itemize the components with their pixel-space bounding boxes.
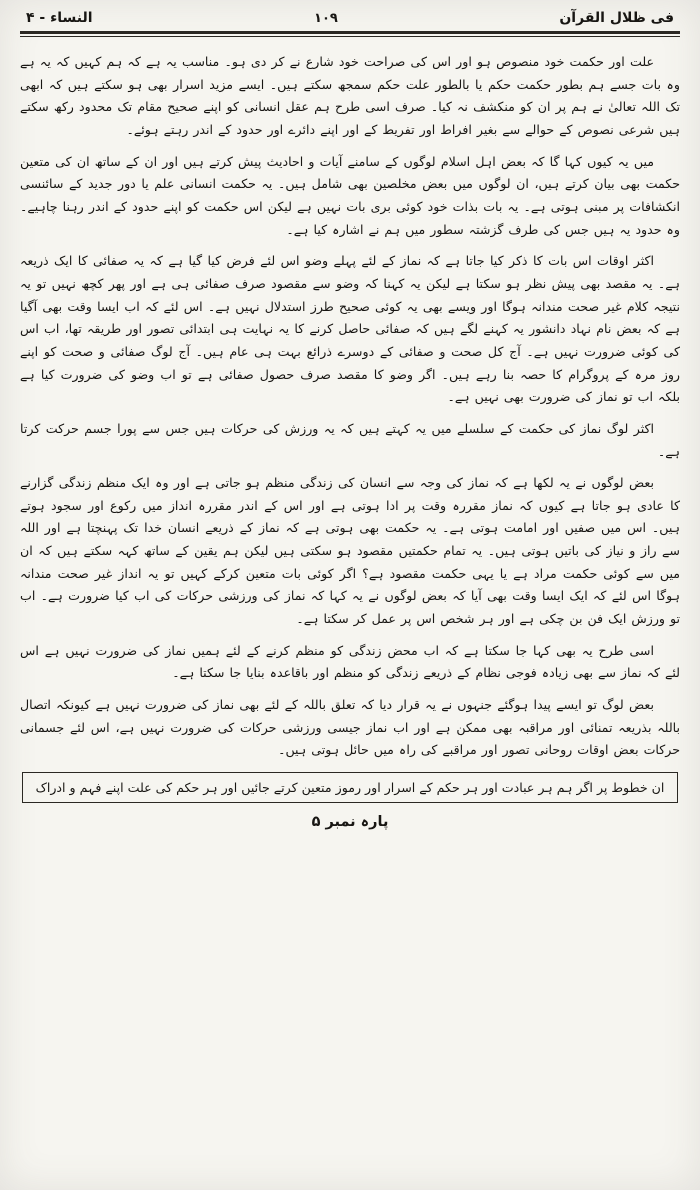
- para-number-footer: پارہ نمبر ۵: [311, 814, 389, 831]
- header-divider: [20, 31, 680, 37]
- page-number: ١٠٩: [314, 11, 338, 26]
- paragraph: اکثر لوگ نماز کی حکمت کے سلسلے میں یہ کہتے ہیں کہ یہ ورزش کی حرکات ہیں جس سے پورا جسم حرکت کرتا ہے۔: [20, 420, 680, 459]
- paragraph: میں یہ کیوں کہا گا کہ بعض اہل اسلام لوگوں کے سامنے آیات و احادیث پیش کرتے ہیں اور ان کے ساتھ ان کی متعین حکمت بھی بیان کرتے ہیں، ان لوگوں میں بعض مخلصین بھی شامل ہیں۔ یہ حکمت انسانی علم یا دور جدید کے سائنسی انکشافات پر مبنی ہوتی ہے۔ یہ بات بذات خود کوئی بری بات نہیں ہے لیکن اس حکمت کو اپنے حدود کے اندر رہنا چاہیے۔ وہ حدود یہ ہیں جس کی طرف گزشتہ سطور میں ہم نے اشارہ کیا ہے۔: [20, 153, 680, 237]
- paragraph: علت اور حکمت خود منصوص ہو اور اس کی صراحت خود شارع نے کر دی ہو۔ مناسب یہ ہے کہ ہم کہیں کہ یہ ہے وہ بات جسے ہم بطور حکمت حکم یا بالطور علت حکم سمجھ سکتے ہیں۔ ایسے مزید اسرار بھی ہو سکتے ہیں کہ ابھی تک اللہ تعالیٰ نے ہم پر ان کو منکشف نہ کیا۔ صرف اسی طرح ہم عقل انسانی کو اپنے صحیح مقام تک محدود رکھ سکتے ہیں شرعی نصوص کے حوالے سے بغیر افراط اور تفریط کے اور اپنے دائرے اور حدود کے اندر رہتے ہوئے۔: [20, 54, 680, 137]
- book-title: فی ظلال القرآن: [559, 10, 674, 26]
- paragraph: بعض لوگوں نے یہ لکھا ہے کہ نماز کی وجہ سے انسان کی زندگی منظم ہو جاتی ہے اور وہ ایک منظم زندگی گزارنے کا عادی ہو جاتا ہے کیوں کہ نماز مقررہ وقت پر ادا ہوتی ہے اور اس کے اندر مقررہ انداز میں رکوع اور سجود ہوتے ہیں۔ اس میں صفیں اور امامت ہوتی ہے۔ یہ حکمت بھی ہوتی ہے کہ نماز کے ذریعے انسان خدا تک پہنچتا ہے اور اللہ سے راز و نیاز کی باتیں ہوتی ہیں۔ یہ تمام حکمتیں مقصود ہو سکتی ہیں لیکن ہم یقین کے ساتھ کہہ سکتے ہیں کہ ان میں سے کوئی حکمت مراد ہے یا یہی حکمت مقصود ہے؟ اگر کوئی بات متعین کرکے کہیں تو یہ انداز غیر صحت مندانہ ہوگا اس لئے کہ ایک ایسا وقت بھی آیا کہ بعض لوگوں نے یہ کہا کہ نماز کی ورزشی حرکات کی اب کیا ضرورت ہے۔ اب تو ورزش ایک فن بن چکی ہے اور ہر شخص اس پر عمل کر سکتا ہے۔: [20, 475, 680, 627]
- body-text: [20, 51, 680, 762]
- page-header: [20, 8, 680, 31]
- paragraph: بعض لوگ تو ایسے پیدا ہوگئے جنہوں نے یہ قرار دیا کہ تعلق باللہ کے لئے بھی نماز کی ضرورت نہیں ہے کیونکہ اتصال باللہ بذریعہ تمنائی اور مراقبہ بھی ممکن ہے اور اب نماز جیسی ورزشی حرکات کی ضرورت نہیں ہے، اس لئے جسمانی حرکات بعض اوقات روحانی تصور اور مراقبے کی راہ میں حائل ہوتی ہیں۔: [20, 697, 680, 758]
- surah-name: النساء - ۴: [26, 10, 93, 26]
- paragraph: اسی طرح یہ بھی کہا جا سکتا ہے کہ اب محض زندگی کو منظم کرنے کے لئے ہمیں نماز کی ضرورت نہیں ہے اس لئے کہ نماز سے بھی زیادہ فوجی نظام کے ذریعے زندگی کو منظم اور باقاعدہ بنایا جا سکتا ہے۔: [20, 642, 680, 681]
- catchword-box: ان خطوط پر اگر ہم ہر عبادت اور ہر حکم کے اسرار اور رموز متعین کرتے جائیں اور ہر حکم کی علت اپنے فہم و ادراک: [22, 772, 678, 803]
- paragraph: اکثر اوقات اس بات کا ذکر کیا جاتا ہے کہ نماز کے لئے پہلے وضو اس لئے فرض کیا گیا ہے کہ یہ صفائی کا ایک ذریعہ ہے۔ یہ مقصد بھی پیش نظر ہو سکتا ہے لیکن یہ کہنا کہ وضو سے مقصود صرف صفائی ہی ہے اور پھر کچھ نہیں تو یہ نتیجہ کلام غیر صحت مندانہ ہوگا اور ویسے بھی یہ کوئی صحیح طرز استدلال نہیں ہے۔ اس لئے کہ اب ایسا وقت بھی آگیا ہے کہ بعض نام نہاد دانشور یہ کہنے لگے ہیں کہ صفائی حاصل کرنے کا یہ نہایت ہی ابتدائی تصور اور طریقہ تھا، اب اس کی کوئی ضرورت نہیں ہے۔ آج کل صحت و صفائی کے دوسرے ذرائع بہت ہی عام ہیں۔ آج لوگ صفائی و صحت کو اپنے روز مرہ کے پروگرام کا حصہ بنا رہے ہیں۔ اگر وضو کا مقصد صرف حصول صفائی ہے تو اب وضو کی ضرورت کیا ہے بلکہ اب تو نماز کی ضرورت بھی نہیں ہے۔: [20, 253, 680, 405]
